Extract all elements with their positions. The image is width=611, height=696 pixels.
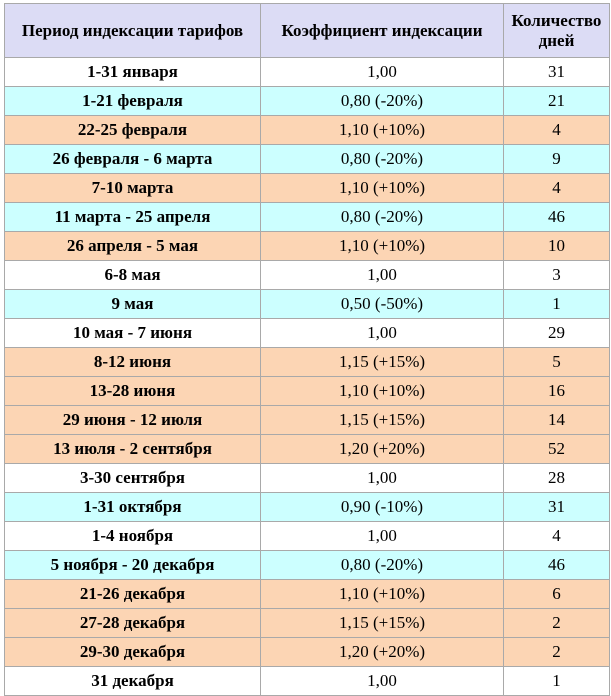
table-row <box>5 522 610 551</box>
table-row <box>5 116 610 145</box>
days-cell: 46 <box>504 551 610 580</box>
days-cell: 29 <box>504 319 610 348</box>
days-cell: 2 <box>504 638 610 667</box>
period-cell: 1-31 января <box>5 58 261 87</box>
table-row <box>5 406 610 435</box>
days-cell: 3 <box>504 261 610 290</box>
coefficient-cell: 0,80 (-20%) <box>261 551 504 580</box>
days-cell: 6 <box>504 580 610 609</box>
header-period: Период индексации тарифов <box>5 4 261 58</box>
table-row <box>5 145 610 174</box>
coefficient-cell: 1,00 <box>261 667 504 696</box>
table-row <box>5 609 610 638</box>
days-cell: 14 <box>504 406 610 435</box>
coefficient-cell: 1,20 (+20%) <box>261 638 504 667</box>
table-row <box>5 348 610 377</box>
period-cell: 8-12 июня <box>5 348 261 377</box>
period-cell: 7-10 марта <box>5 174 261 203</box>
coefficient-cell: 1,10 (+10%) <box>261 174 504 203</box>
days-cell: 28 <box>504 464 610 493</box>
period-cell: 3-30 сентября <box>5 464 261 493</box>
period-cell: 13-28 июня <box>5 377 261 406</box>
days-cell: 4 <box>504 522 610 551</box>
coefficient-cell: 1,10 (+10%) <box>261 377 504 406</box>
days-cell: 1 <box>504 290 610 319</box>
coefficient-cell: 1,00 <box>261 464 504 493</box>
coefficient-cell: 1,15 (+15%) <box>261 609 504 638</box>
period-cell: 5 ноября - 20 декабря <box>5 551 261 580</box>
coefficient-cell: 1,10 (+10%) <box>261 232 504 261</box>
header-coefficient: Коэффициент индексации <box>261 4 504 58</box>
period-cell: 29 июня - 12 июля <box>5 406 261 435</box>
days-cell: 21 <box>504 87 610 116</box>
table-row <box>5 464 610 493</box>
days-cell: 1 <box>504 667 610 696</box>
table-row <box>5 551 610 580</box>
coefficient-cell: 0,80 (-20%) <box>261 145 504 174</box>
period-cell: 10 мая - 7 июня <box>5 319 261 348</box>
table-row <box>5 261 610 290</box>
period-cell: 11 марта - 25 апреля <box>5 203 261 232</box>
coefficient-cell: 0,90 (-10%) <box>261 493 504 522</box>
days-cell: 46 <box>504 203 610 232</box>
period-cell: 9 мая <box>5 290 261 319</box>
coefficient-cell: 1,00 <box>261 58 504 87</box>
period-cell: 1-31 октября <box>5 493 261 522</box>
days-cell: 10 <box>504 232 610 261</box>
coefficient-cell: 1,15 (+15%) <box>261 406 504 435</box>
table-row <box>5 493 610 522</box>
days-cell: 16 <box>504 377 610 406</box>
period-cell: 27-28 декабря <box>5 609 261 638</box>
period-cell: 26 апреля - 5 мая <box>5 232 261 261</box>
period-cell: 22-25 февраля <box>5 116 261 145</box>
days-cell: 52 <box>504 435 610 464</box>
period-cell: 1-21 февраля <box>5 87 261 116</box>
days-cell: 31 <box>504 493 610 522</box>
period-cell: 29-30 декабря <box>5 638 261 667</box>
table-row <box>5 58 610 87</box>
days-cell: 5 <box>504 348 610 377</box>
header-days: Количество дней <box>504 4 610 58</box>
table-row <box>5 377 610 406</box>
period-cell: 1-4 ноября <box>5 522 261 551</box>
table-row <box>5 319 610 348</box>
tariff-indexation-table <box>4 3 610 696</box>
table-row <box>5 203 610 232</box>
period-cell: 26 февраля - 6 марта <box>5 145 261 174</box>
coefficient-cell: 1,10 (+10%) <box>261 580 504 609</box>
period-cell: 21-26 декабря <box>5 580 261 609</box>
days-cell: 31 <box>504 58 610 87</box>
table-row <box>5 435 610 464</box>
coefficient-cell: 0,50 (-50%) <box>261 290 504 319</box>
coefficient-cell: 1,15 (+15%) <box>261 348 504 377</box>
table-row <box>5 638 610 667</box>
period-cell: 6-8 мая <box>5 261 261 290</box>
coefficient-cell: 1,20 (+20%) <box>261 435 504 464</box>
table-row <box>5 87 610 116</box>
coefficient-cell: 1,00 <box>261 319 504 348</box>
table-body <box>5 58 610 696</box>
coefficient-cell: 0,80 (-20%) <box>261 87 504 116</box>
days-cell: 2 <box>504 609 610 638</box>
days-cell: 4 <box>504 174 610 203</box>
period-cell: 13 июля - 2 сентября <box>5 435 261 464</box>
days-cell: 9 <box>504 145 610 174</box>
days-cell: 4 <box>504 116 610 145</box>
table-row <box>5 580 610 609</box>
coefficient-cell: 0,80 (-20%) <box>261 203 504 232</box>
table-row <box>5 667 610 696</box>
period-cell: 31 декабря <box>5 667 261 696</box>
table-row <box>5 174 610 203</box>
table-row <box>5 290 610 319</box>
coefficient-cell: 1,00 <box>261 522 504 551</box>
table-row <box>5 232 610 261</box>
table-header-row <box>5 4 610 58</box>
coefficient-cell: 1,10 (+10%) <box>261 116 504 145</box>
coefficient-cell: 1,00 <box>261 261 504 290</box>
